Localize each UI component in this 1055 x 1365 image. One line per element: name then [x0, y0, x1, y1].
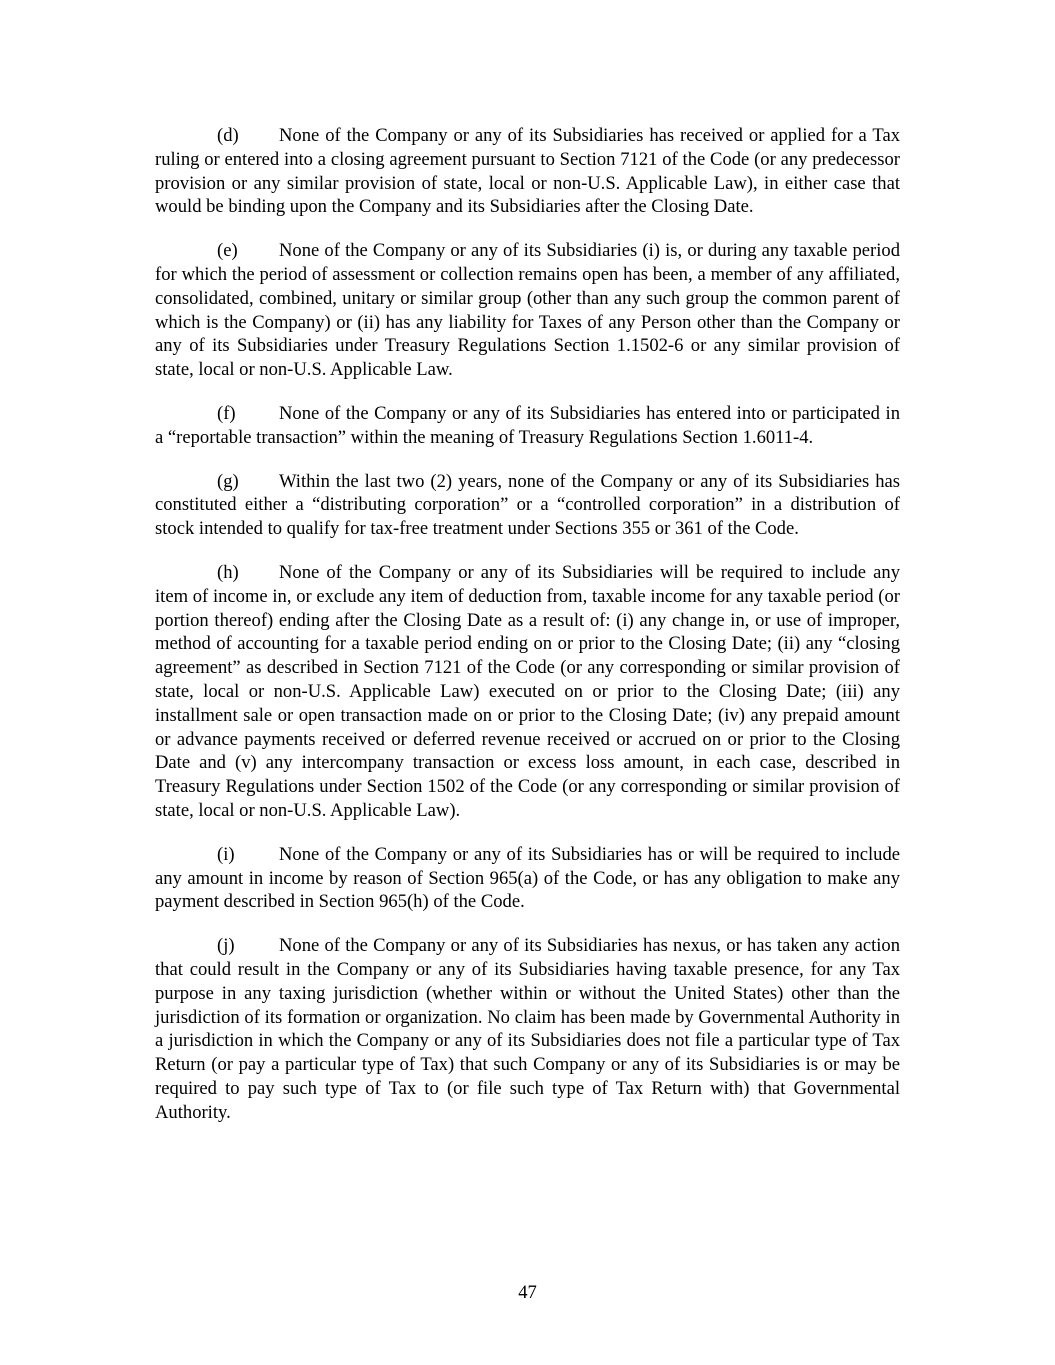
paragraph-i — [155, 843, 900, 914]
paragraph-marker: (i) — [217, 843, 235, 865]
paragraph-text: None of the Company or any of its Subsidiaries has or will be required to include any amount in income by reason of Section 965(a) of the Code, or has any obligation to make any payment described in Section 965(h) of the Code. — [155, 843, 900, 913]
paragraph-marker: (d) — [217, 125, 239, 146]
page-number: 47 — [518, 1282, 537, 1303]
paragraph-text: None of the Company or any of its Subsidiaries will be required to include any item of income in, or exclude any item of deduction from, taxable income for any taxable period (or portion thereof) ending after the Closing Date as a result of: (i) any change in, or use of improper, method of accounting for a taxable period ending on or prior to the Closing Date; (ii) any “closing agreement” as described in Section 7121 of the Code (or any corresponding or similar provision of state, local or non-U.S. Applicable Law) executed on or prior to the Closing Date; (iii) any installment sale or open transaction made on or prior to the Closing Date; (iv) any prepaid amount or advance payments received or deferred revenue received or accrued on or prior to the Closing Date and (v) any intercompany transaction or excess loss amount, in each case, described in Treasury Regulations under Section 1502 of the Code (or any corresponding or similar provision of state, local or non-U.S. Applicable Law). — [155, 561, 900, 821]
paragraph-marker: (e) — [217, 240, 238, 262]
paragraph-text: None of the Company or any of its Subsidiaries has received or applied for a Tax ruling or entered into a closing agreement pursuant to Section 7121 of the Code (or any predecessor provision or any similar provision of state, local or non-U.S. Applicable Law), in either case that would be binding upon the Company and its Subsidiaries after the Closing Date. — [155, 125, 900, 218]
paragraph-e — [155, 239, 900, 382]
paragraph-marker: (f) — [217, 402, 236, 424]
paragraph-g — [155, 470, 900, 541]
paragraph-text: None of the Company or any of its Subsidiaries has entered into or participated in a “reportable transaction” within the meaning of Treasury Regulations Section 1.6011-4. — [155, 402, 900, 448]
paragraph-marker: (h) — [217, 561, 239, 583]
paragraph-text: None of the Company or any of its Subsidiaries has nexus, or has taken any action that could result in the Company or any of its Subsidiaries having taxable presence, for any Tax purpose in any taxing jurisdiction (whether within or without the United States) other than the jurisdiction of its formation or organization. No claim has been made by Governmental Authority in a jurisdiction in which the Company or any of its Subsidiaries does not file a particular type of Tax Return (or pay a particular type of Tax) that such Company or any of its Subsidiaries is or may be required to pay such type of Tax to (or file such type of Tax Return with) that Governmental Authority. — [155, 935, 900, 1123]
paragraph-d — [155, 124, 900, 219]
paragraph-f — [155, 402, 900, 450]
paragraph-text: None of the Company or any of its Subsidiaries (i) is, or during any taxable period for which the period of assessment or collection remains open has been, a member of any affiliated, consolidated, combined, unitary or similar group (other than any such group the common parent of which is the Company) or (ii) has any liability for Taxes of any Person other than the Company or any of its Subsidiaries under Treasury Regulations Section 1.1502-6 or any similar provision of state, local or non-U.S. Applicable Law. — [155, 240, 900, 381]
paragraph-text: Within the last two (2) years, none of the Company or any of its Subsidiaries has constituted either a “distributing corporation” or a “controlled corporation” in a distribution of stock intended to qualify for tax-free treatment under Sections 355 or 361 of the Code. — [155, 470, 900, 540]
document-page — [155, 124, 900, 1144]
paragraph-h — [155, 561, 900, 823]
paragraph-j — [155, 934, 900, 1124]
paragraph-marker: (g) — [217, 470, 239, 492]
paragraph-marker: (j) — [217, 935, 235, 957]
